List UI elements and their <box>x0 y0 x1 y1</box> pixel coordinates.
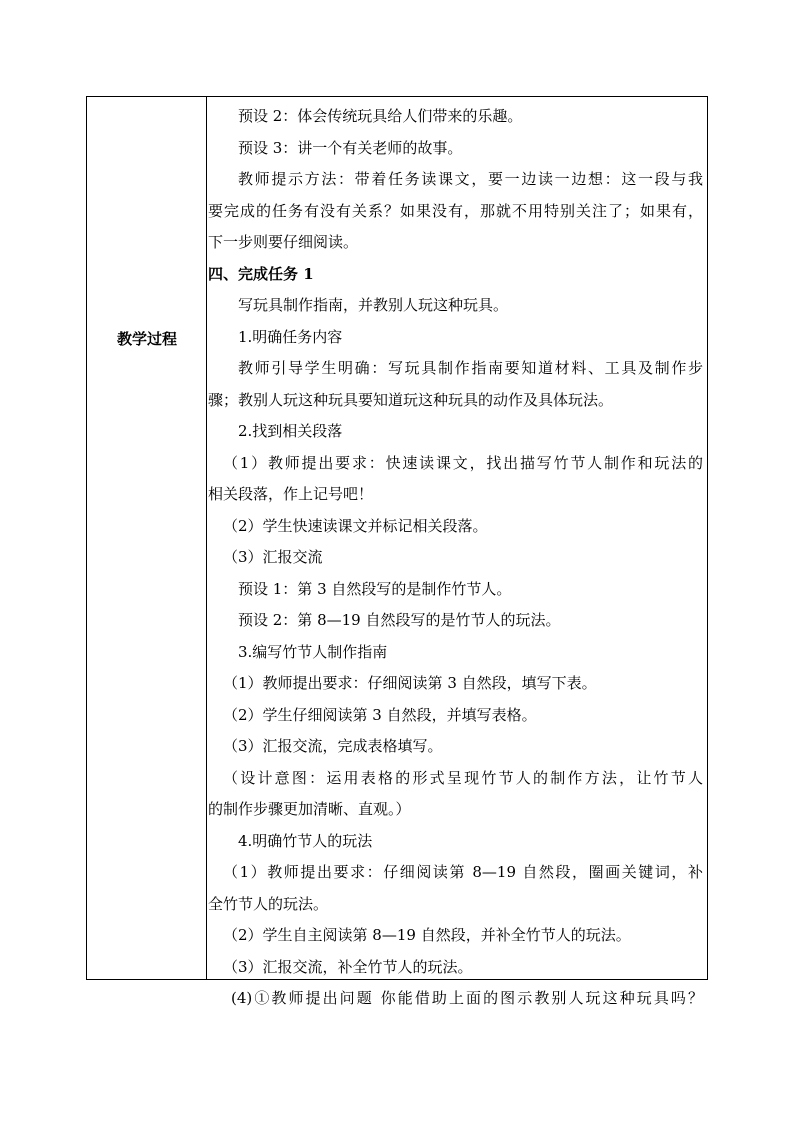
text-line: 教师引导学生明确：写玩具制作指南要知道材料、工具及制作步 <box>238 359 703 377</box>
section-label-cell <box>87 97 207 979</box>
text-line: 预设 2：第 8—19 自然段写的是竹节人的玩法。 <box>238 611 561 629</box>
text-line: （3）汇报交流 <box>223 548 323 566</box>
text-line: （1）教师提出要求：仔细阅读第 3 自然段，填写下表。 <box>223 674 597 692</box>
text-line: （2）学生自主阅读第 8—19 自然段，并补全竹节人的玩法。 <box>223 926 631 944</box>
text-line: 教师提示方法：带着任务读课文，要一边读一边想：这一段与我 <box>238 170 703 188</box>
text-line: 下一步则要仔细阅读。 <box>208 233 359 251</box>
text-line: 预设 3：讲一个有关老师的故事。 <box>238 138 463 157</box>
text-line: （2）学生快速读课文并标记相关段落。 <box>223 516 488 535</box>
text-line: 写玩具制作指南，并教别人玩这种玩具。 <box>238 296 509 314</box>
text-line: 全竹节人的玩法。 <box>208 894 329 913</box>
text-line: 1.明确任务内容 <box>238 327 343 346</box>
text-line: 的制作步骤更加清晰、直观。） <box>208 800 411 818</box>
text-line: 四、完成任务 1 <box>208 264 314 283</box>
text-line: (4)①教师提出问题 你能借助上面的图示教别人玩这种玩具吗？ <box>231 989 703 1007</box>
text-line: （3）汇报交流，完成表格填写。 <box>223 737 443 755</box>
text-line: 要完成的任务有没有关系？如果没有，那就不用特别关注了；如果有， <box>208 201 703 220</box>
text-line: （1）教师提出要求：仔细阅读第 8—19 自然段，圈画关键词，补 <box>223 863 703 881</box>
text-line: （2）学生仔细阅读第 3 自然段，并填写表格。 <box>223 705 537 724</box>
text-line: （设计意图：运用表格的形式呈现竹节人的制作方法，让竹节人 <box>223 768 703 787</box>
text-line: 3.编写竹节人制作指南 <box>238 642 388 661</box>
text-line: 预设 2：体会传统玩具给人们带来的乐趣。 <box>238 107 523 125</box>
content-cell <box>208 101 703 1015</box>
text-line: （1）教师提出要求：快速读课文，找出描写竹节人制作和玩法的 <box>223 453 703 472</box>
lesson-table <box>86 96 708 1007</box>
text-line: 相关段落，作上记号吧！ <box>208 485 374 503</box>
section-label: 教学过程 <box>116 330 177 348</box>
text-line: 预设 1：第 3 自然段写的是制作竹节人。 <box>238 579 512 598</box>
text-line: 2.找到相关段落 <box>238 422 343 440</box>
text-line: 骤；教别人玩这种玩具要知道玩这种玩具的动作及具体玩法。 <box>208 390 614 409</box>
text-line: 4.明确竹节人的玩法 <box>238 831 373 850</box>
text-line: （3）汇报交流，补全竹节人的玩法。 <box>223 957 473 976</box>
